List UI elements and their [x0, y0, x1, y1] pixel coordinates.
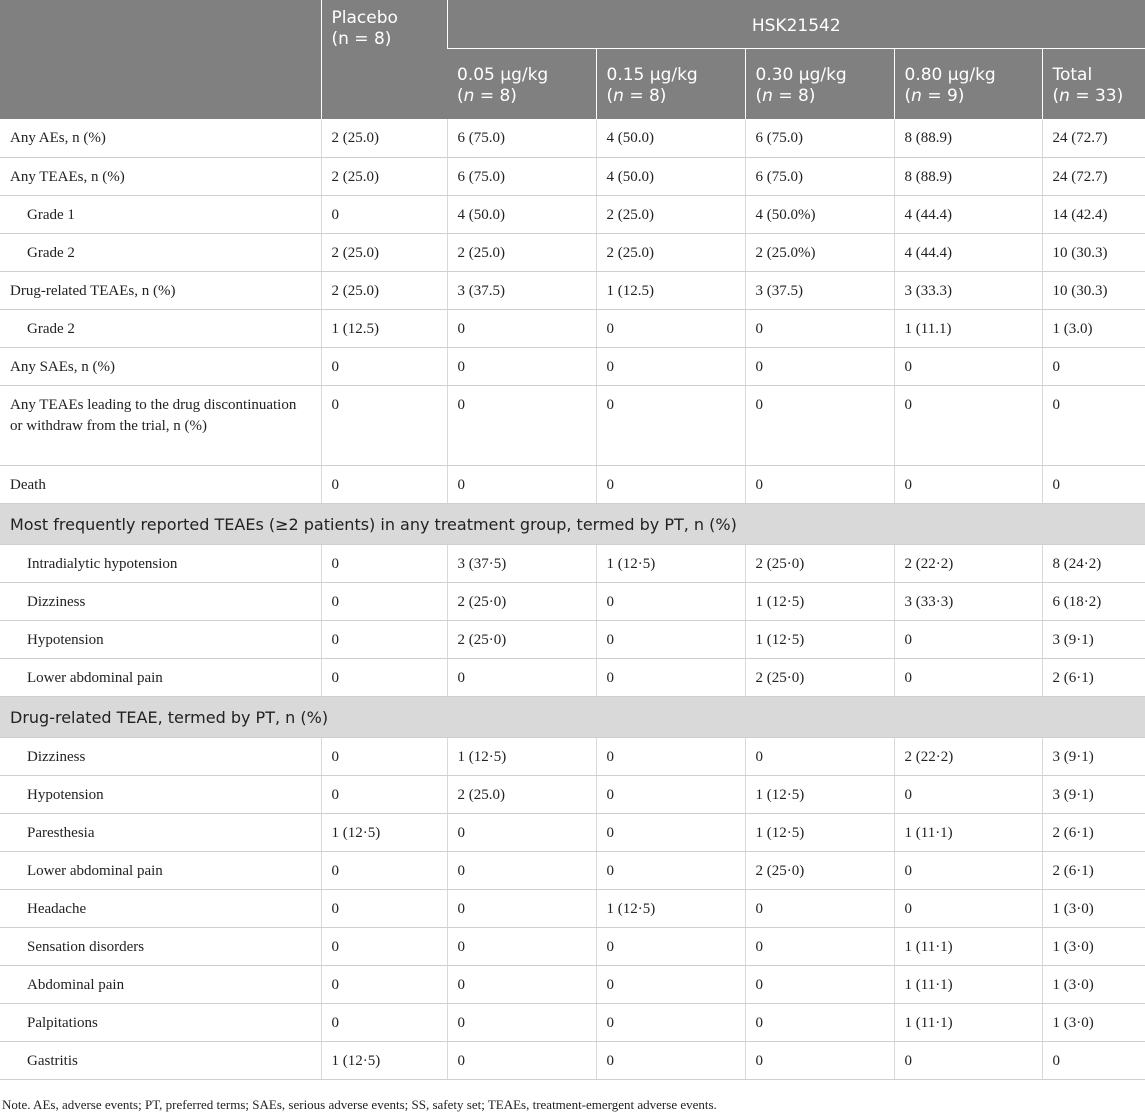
row-value-cell: 0 [447, 927, 596, 965]
row-value-cell: 0 [596, 927, 745, 965]
row-value-cell: 0 [321, 195, 447, 233]
row-value-cell: 0 [596, 658, 745, 696]
row-value-cell: 0 [321, 620, 447, 658]
row-value-cell: 0 [447, 965, 596, 1003]
row-value-cell: 0 [321, 544, 447, 582]
row-value-cell: 0 [1042, 465, 1145, 503]
table-header [0, 0, 1145, 119]
row-value-cell: 1 (12.5) [596, 271, 745, 309]
row-value-cell: 8 (88.9) [894, 157, 1042, 195]
row-label: Lower abdominal pain [0, 658, 321, 696]
row-value-cell: 0 [447, 1041, 596, 1079]
row-value-cell: 24 (72.7) [1042, 119, 1145, 157]
row-label: Grade 1 [0, 195, 321, 233]
row-value-cell: 3 (33·3) [894, 582, 1042, 620]
row-value-cell: 4 (44.4) [894, 195, 1042, 233]
row-value-cell: 0 [321, 927, 447, 965]
header-total-col [1042, 48, 1145, 119]
row-value-cell: 0 [321, 889, 447, 927]
header-dose-label: 0.30 μg/kg [755, 64, 847, 85]
section-title: Drug-related TEAE, termed by PT, n (%) [0, 696, 1145, 737]
row-value-cell: 0 [596, 1003, 745, 1041]
row-value-cell: 0 [745, 889, 894, 927]
table-row [0, 157, 1145, 195]
row-value-cell: 0 [894, 658, 1042, 696]
row-value-cell: 14 (42.4) [1042, 195, 1145, 233]
row-value-cell: 1 (3·0) [1042, 1003, 1145, 1041]
row-value-cell: 0 [745, 927, 894, 965]
row-value-cell: 0 [745, 1041, 894, 1079]
row-value-cell: 3 (9·1) [1042, 620, 1145, 658]
row-value-cell: 8 (24·2) [1042, 544, 1145, 582]
header-n-close: = 9) [921, 85, 965, 106]
row-value-cell: 0 [447, 1003, 596, 1041]
row-label: Drug-related TEAEs, n (%) [0, 271, 321, 309]
header-n-close: = 8) [623, 85, 667, 106]
row-value-cell: 6 (75.0) [745, 157, 894, 195]
row-value-cell: 2 (25.0) [447, 233, 596, 271]
row-value-cell: 2 (6·1) [1042, 851, 1145, 889]
row-value-cell: 0 [894, 851, 1042, 889]
row-value-cell: 2 (25·0) [745, 544, 894, 582]
row-label: Gastritis [0, 1041, 321, 1079]
row-label: Dizziness [0, 737, 321, 775]
row-value-cell: 1 (11·1) [894, 1003, 1042, 1041]
row-value-cell: 1 (3·0) [1042, 965, 1145, 1003]
row-label: Death [0, 465, 321, 503]
row-value-cell: 0 [745, 385, 894, 465]
table-row [0, 465, 1145, 503]
header-dose-col [745, 48, 894, 119]
row-value-cell: 2 (22·2) [894, 737, 1042, 775]
row-value-cell: 0 [447, 851, 596, 889]
row-value-cell: 4 (50.0) [596, 119, 745, 157]
row-value-cell: 0 [596, 582, 745, 620]
row-value-cell: 2 (25.0) [321, 271, 447, 309]
header-dose-label: 0.15 μg/kg [606, 64, 698, 85]
table-row [0, 233, 1145, 271]
row-value-cell: 1 (12.5) [321, 309, 447, 347]
row-value-cell: 0 [447, 347, 596, 385]
table-row [0, 889, 1145, 927]
header-dose-label: Total [1052, 64, 1093, 85]
header-placebo [321, 0, 447, 119]
row-value-cell: 2 (25·0) [745, 658, 894, 696]
row-value-cell: 2 (6·1) [1042, 813, 1145, 851]
row-value-cell: 2 (22·2) [894, 544, 1042, 582]
row-label: Abdominal pain [0, 965, 321, 1003]
row-value-cell: 0 [321, 775, 447, 813]
row-label: Any SAEs, n (%) [0, 347, 321, 385]
header-placebo-label: Placebo [331, 8, 398, 28]
row-label: Sensation disorders [0, 927, 321, 965]
section-header-row [0, 696, 1145, 737]
header-n-italic: n [463, 85, 475, 106]
table-row [0, 385, 1145, 465]
table-row [0, 119, 1145, 157]
header-n-open: ( [904, 85, 912, 106]
row-value-cell: 0 [321, 347, 447, 385]
header-n-close: = 8) [772, 85, 816, 106]
header-n-italic: n [762, 85, 773, 106]
row-value-cell: 0 [596, 309, 745, 347]
row-value-cell: 0 [596, 1041, 745, 1079]
row-value-cell: 0 [1042, 385, 1145, 465]
header-n-italic: n [613, 85, 624, 106]
table-row [0, 965, 1145, 1003]
header-blank-cell [0, 0, 321, 119]
row-value-cell: 1 (12·5) [321, 813, 447, 851]
row-value-cell: 0 [321, 582, 447, 620]
row-label: Any TEAEs, n (%) [0, 157, 321, 195]
row-value-cell: 2 (25.0) [321, 119, 447, 157]
row-label: Any AEs, n (%) [0, 119, 321, 157]
row-value-cell: 3 (37.5) [745, 271, 894, 309]
row-value-cell: 1 (12·5) [596, 889, 745, 927]
table-row [0, 1041, 1145, 1079]
table-row [0, 851, 1145, 889]
header-n-open: ( [1052, 85, 1060, 106]
section-header-row [0, 503, 1145, 544]
table-row [0, 347, 1145, 385]
row-value-cell: 0 [1042, 1041, 1145, 1079]
row-label: Palpitations [0, 1003, 321, 1041]
row-value-cell: 1 (3·0) [1042, 927, 1145, 965]
table-row [0, 620, 1145, 658]
row-value-cell: 1 (12·5) [596, 544, 745, 582]
table-row [0, 813, 1145, 851]
row-value-cell: 0 [321, 1003, 447, 1041]
table-row [0, 544, 1145, 582]
row-value-cell: 0 [447, 813, 596, 851]
row-value-cell: 1 (3.0) [1042, 309, 1145, 347]
header-group-hsk21542: HSK21542 [447, 0, 1145, 48]
row-value-cell: 0 [745, 965, 894, 1003]
row-value-cell: 1 (12·5) [321, 1041, 447, 1079]
row-value-cell: 2 (25.0) [321, 157, 447, 195]
row-value-cell: 0 [596, 737, 745, 775]
row-value-cell: 2 (25·0) [745, 851, 894, 889]
row-value-cell: 0 [745, 347, 894, 385]
row-value-cell: 0 [596, 465, 745, 503]
row-value-cell: 0 [596, 813, 745, 851]
table-row [0, 1003, 1145, 1041]
row-value-cell: 3 (37.5) [447, 271, 596, 309]
header-n-open: ( [755, 85, 763, 106]
row-value-cell: 2 (25.0%) [745, 233, 894, 271]
row-value-cell: 6 (18·2) [1042, 582, 1145, 620]
table-row [0, 737, 1145, 775]
row-value-cell: 1 (12·5) [745, 813, 894, 851]
row-value-cell: 0 [894, 465, 1042, 503]
header-dose-label: 0.80 μg/kg [904, 64, 996, 85]
row-value-cell: 0 [447, 309, 596, 347]
row-value-cell: 6 (75.0) [745, 119, 894, 157]
table-footnote: Note. AEs, adverse events; PT, preferred terms; SAEs, serious adverse events; SS, safety set; TEAEs, treatment-emergent adverse events. [2, 1097, 717, 1112]
header-dose-label: 0.05 μg/kg [457, 64, 549, 85]
row-value-cell: 3 (9·1) [1042, 737, 1145, 775]
table-row [0, 775, 1145, 813]
row-value-cell: 0 [447, 889, 596, 927]
row-value-cell: 0 [894, 347, 1042, 385]
row-value-cell: 0 [321, 965, 447, 1003]
row-value-cell: 3 (37·5) [447, 544, 596, 582]
table-row [0, 309, 1145, 347]
row-value-cell: 0 [596, 347, 745, 385]
row-value-cell: 0 [894, 775, 1042, 813]
row-value-cell: 0 [321, 658, 447, 696]
header-n-italic: n [1059, 85, 1070, 106]
header-n-close: = 33) [1069, 85, 1124, 106]
row-label: Hypotension [0, 775, 321, 813]
row-value-cell: 0 [745, 1003, 894, 1041]
row-value-cell: 8 (88.9) [894, 119, 1042, 157]
row-value-cell: 0 [596, 965, 745, 1003]
row-label: Headache [0, 889, 321, 927]
row-label: Grade 2 [0, 309, 321, 347]
table-row [0, 271, 1145, 309]
row-value-cell: 0 [745, 737, 894, 775]
header-dose-col [894, 48, 1042, 119]
row-value-cell: 0 [745, 309, 894, 347]
row-value-cell: 1 (11·1) [894, 813, 1042, 851]
table-row [0, 927, 1145, 965]
row-value-cell: 6 (75.0) [447, 119, 596, 157]
row-value-cell: 0 [447, 465, 596, 503]
header-n-open: ( [457, 85, 464, 106]
row-value-cell: 1 (11·1) [894, 927, 1042, 965]
row-value-cell: 2 (6·1) [1042, 658, 1145, 696]
row-value-cell: 1 (11·1) [894, 965, 1042, 1003]
row-value-cell: 0 [596, 775, 745, 813]
row-label: Grade 2 [0, 233, 321, 271]
row-value-cell: 0 [596, 620, 745, 658]
row-value-cell: 24 (72.7) [1042, 157, 1145, 195]
row-value-cell: 3 (9·1) [1042, 775, 1145, 813]
row-value-cell: 0 [321, 465, 447, 503]
row-value-cell: 4 (50.0) [596, 157, 745, 195]
row-value-cell: 1 (3·0) [1042, 889, 1145, 927]
header-n-close: = 8) [474, 85, 517, 106]
row-value-cell: 0 [321, 851, 447, 889]
row-value-cell: 1 (12·5) [745, 620, 894, 658]
table-row [0, 195, 1145, 233]
row-value-cell: 0 [447, 385, 596, 465]
row-value-cell: 0 [745, 465, 894, 503]
row-value-cell: 0 [1042, 347, 1145, 385]
row-value-cell: 2 (25·0) [447, 620, 596, 658]
header-n-open: ( [606, 85, 614, 106]
section-title: Most frequently reported TEAEs (≥2 patients) in any treatment group, termed by PT, n (%) [0, 503, 1145, 544]
row-value-cell: 1 (11.1) [894, 309, 1042, 347]
header-dose-col [596, 48, 745, 119]
row-value-cell: 1 (12·5) [745, 775, 894, 813]
table-row [0, 658, 1145, 696]
row-label: Intradialytic hypotension [0, 544, 321, 582]
row-value-cell: 0 [894, 385, 1042, 465]
header-n-italic: n [911, 85, 922, 106]
row-label: Paresthesia [0, 813, 321, 851]
row-value-cell: 0 [894, 889, 1042, 927]
header-placebo-n: (n = 8) [331, 29, 392, 49]
row-value-cell: 2 (25.0) [321, 233, 447, 271]
row-value-cell: 0 [894, 1041, 1042, 1079]
row-value-cell: 0 [596, 851, 745, 889]
row-value-cell: 0 [447, 658, 596, 696]
row-value-cell: 0 [321, 737, 447, 775]
row-value-cell: 1 (12·5) [745, 582, 894, 620]
row-value-cell: 0 [894, 620, 1042, 658]
row-label: Hypotension [0, 620, 321, 658]
row-value-cell: 6 (75.0) [447, 157, 596, 195]
header-dose-col [447, 48, 596, 119]
row-value-cell: 1 (12·5) [447, 737, 596, 775]
table-row [0, 582, 1145, 620]
row-value-cell: 4 (50.0%) [745, 195, 894, 233]
row-label: Lower abdominal pain [0, 851, 321, 889]
row-value-cell: 2 (25.0) [447, 775, 596, 813]
row-value-cell: 2 (25·0) [447, 582, 596, 620]
row-value-cell: 2 (25.0) [596, 195, 745, 233]
row-value-cell: 0 [596, 385, 745, 465]
row-value-cell: 10 (30.3) [1042, 233, 1145, 271]
row-value-cell: 10 (30.3) [1042, 271, 1145, 309]
row-value-cell: 4 (44.4) [894, 233, 1042, 271]
row-value-cell: 3 (33.3) [894, 271, 1042, 309]
table-body [0, 119, 1145, 1079]
row-value-cell: 4 (50.0) [447, 195, 596, 233]
row-value-cell: 0 [321, 385, 447, 465]
row-label: Dizziness [0, 582, 321, 620]
row-label: Any TEAEs leading to the drug discontinuation or withdraw from the trial, n (%) [0, 385, 321, 465]
row-value-cell: 2 (25.0) [596, 233, 745, 271]
